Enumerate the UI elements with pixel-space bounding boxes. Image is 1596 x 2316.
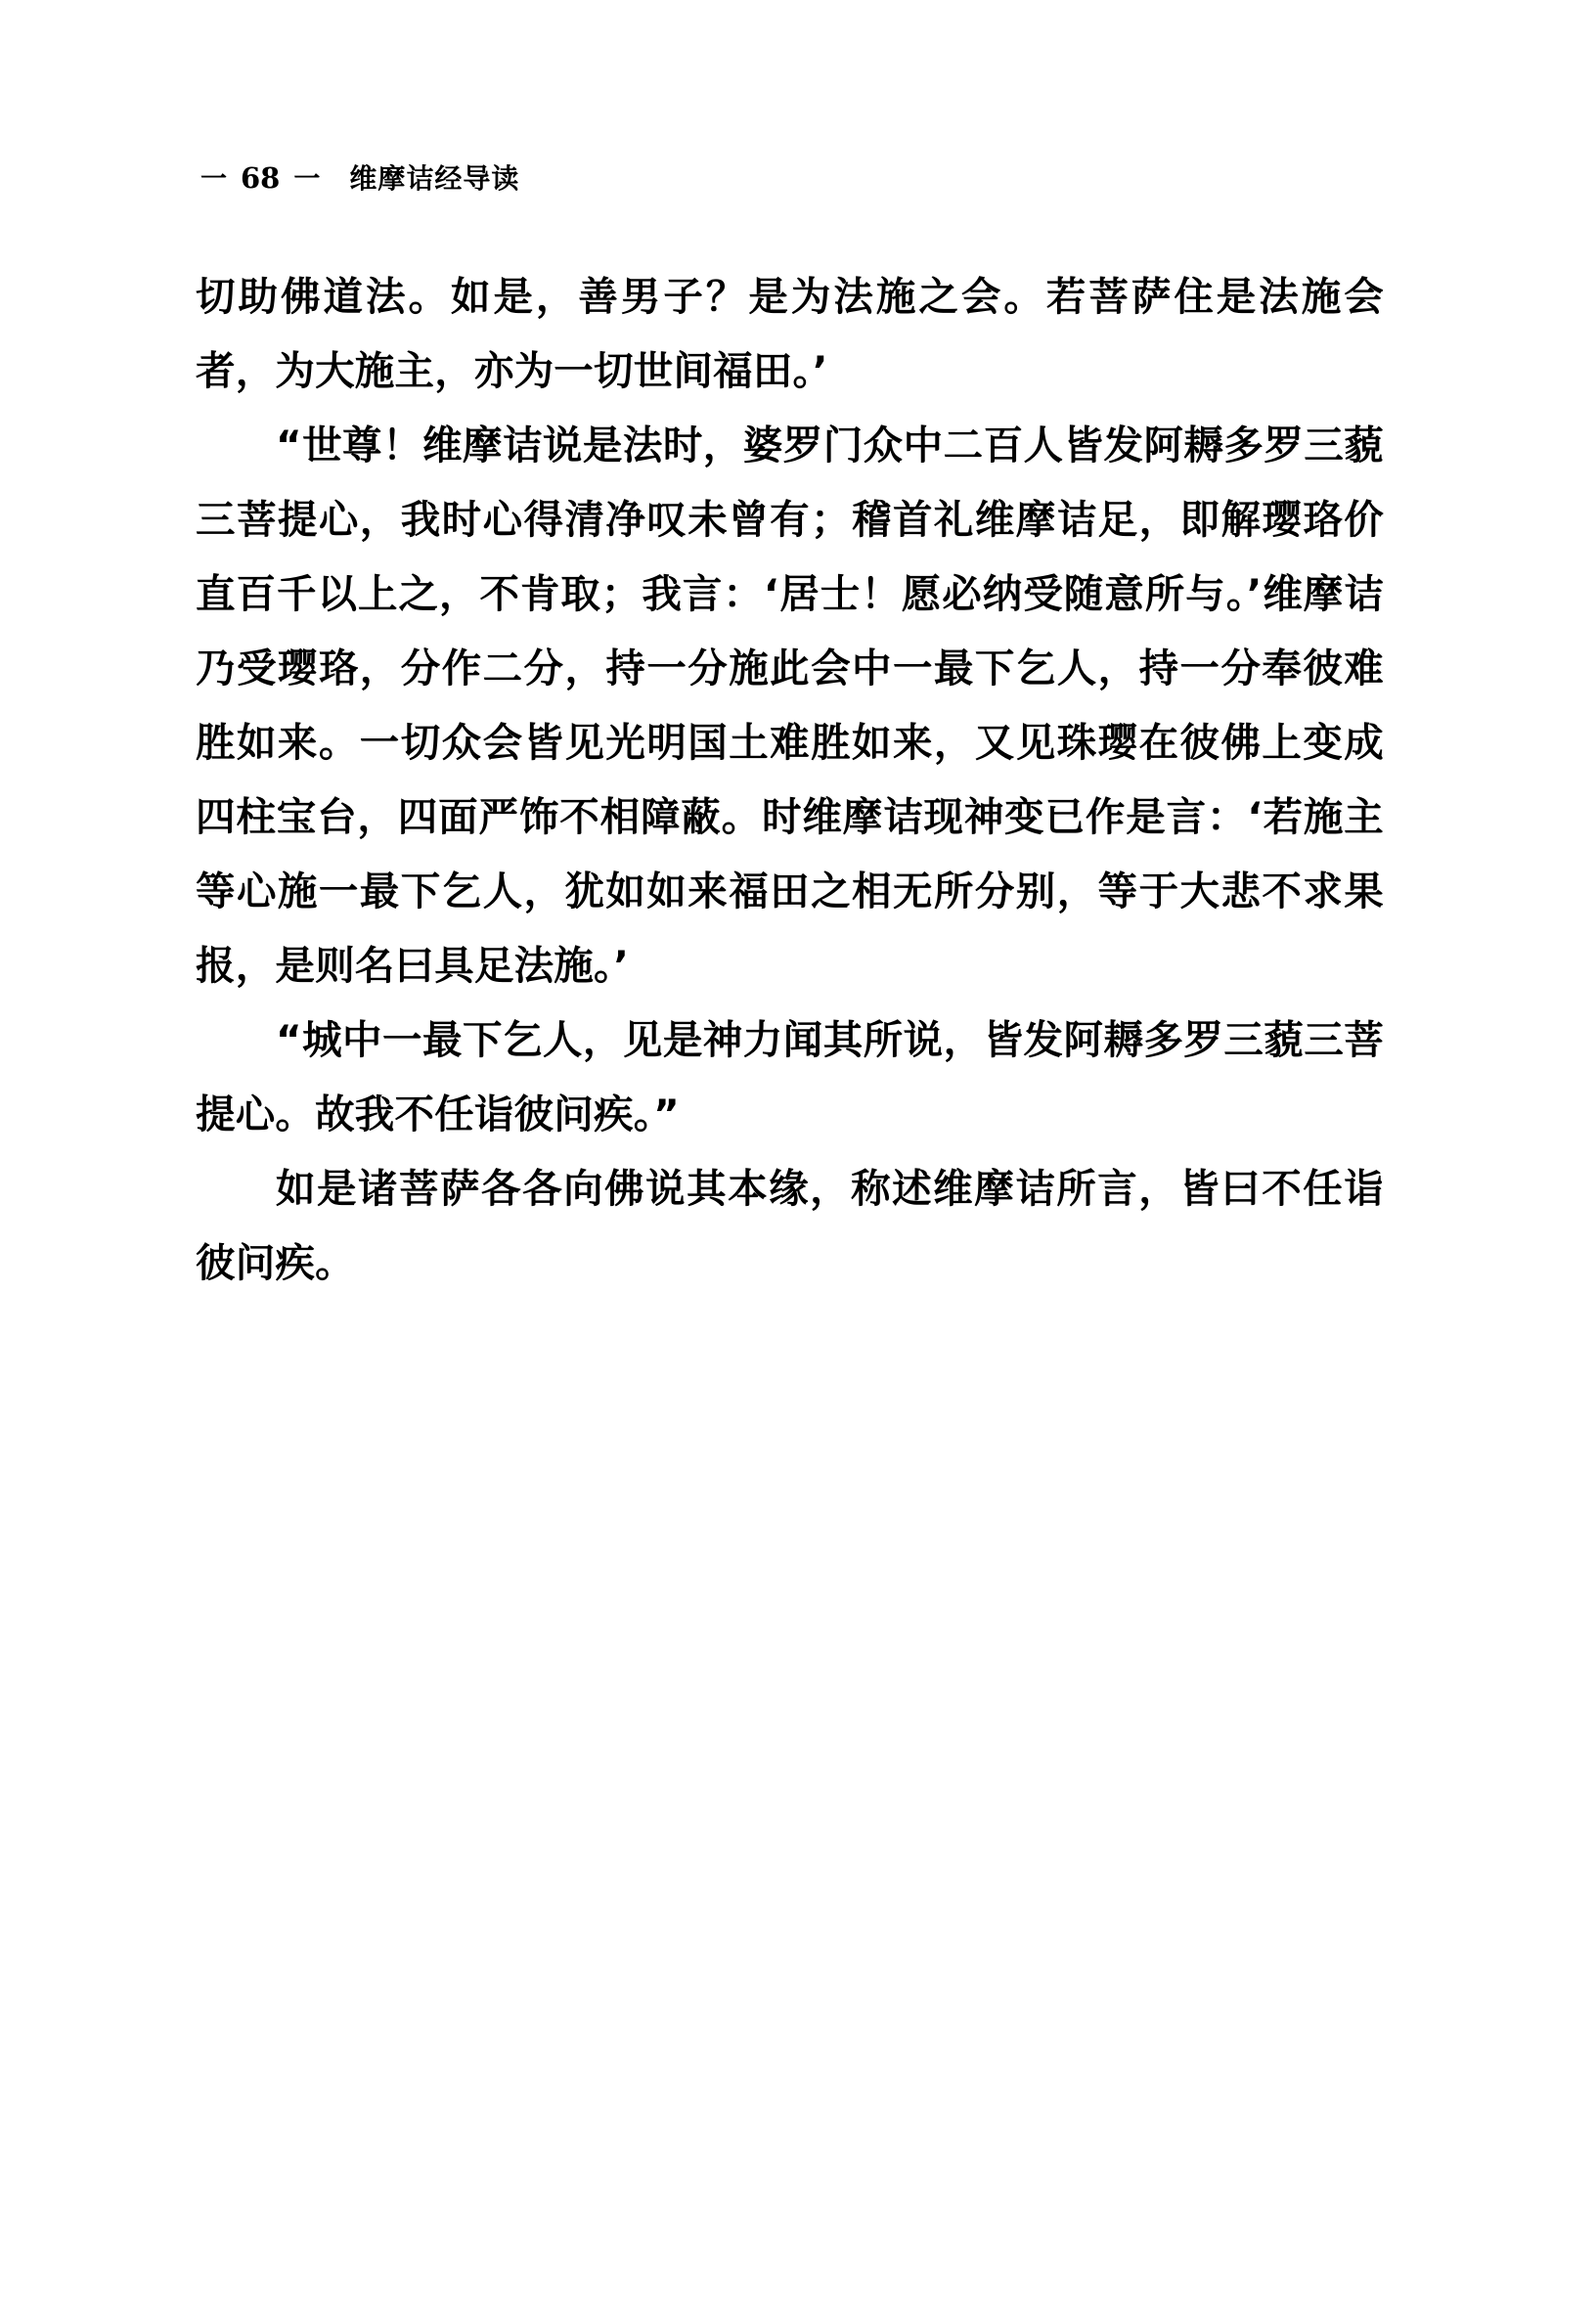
page-number: 68 xyxy=(241,161,281,195)
paragraph-3: “城中一最下乞人，见是神力闻其所说，皆发阿耨多罗三藐三菩提心。故我不任诣彼问疾。” xyxy=(196,1016,1384,1137)
header-dash-right: 一 xyxy=(293,164,321,195)
paragraph-4: 如是诸菩萨各各向佛说其本缘，称述维摩诘所言，皆曰不任诣彼问疾。 xyxy=(196,1165,1384,1286)
page-body xyxy=(196,259,1384,1300)
paragraph-1: 切助佛道法。如是，善男子？是为法施之会。若菩萨住是法施会者，为大施主，亦为一切世间福田。’ xyxy=(196,273,1384,394)
paragraph-2: “世尊！维摩诘说是法时，婆罗门众中二百人皆发阿耨多罗三藐三菩提心，我时心得清净叹未曾有；稽首礼维摩诘足，即解璎珞价直百千以上之，不肯取；我言：‘居士！愿必纳受随意所与。’维摩诘乃受璎珞，分作二分，持一分施此会中一最下乞人，持一分奉彼难胜如来。一切众会皆见光明国土难胜如来，又见珠璎在彼佛上变成四柱宝台，四面严饰不相障蔽。时维摩诘现神变已作是言：‘若施主等心施一最下乞人，犹如如来福田之相无所分别，等于大悲不求果报，是则名曰具足法施。’ xyxy=(196,422,1384,989)
book-title: 维摩诘经导读 xyxy=(349,162,520,195)
running-header xyxy=(200,161,1396,195)
header-dash-left: 一 xyxy=(200,164,227,195)
